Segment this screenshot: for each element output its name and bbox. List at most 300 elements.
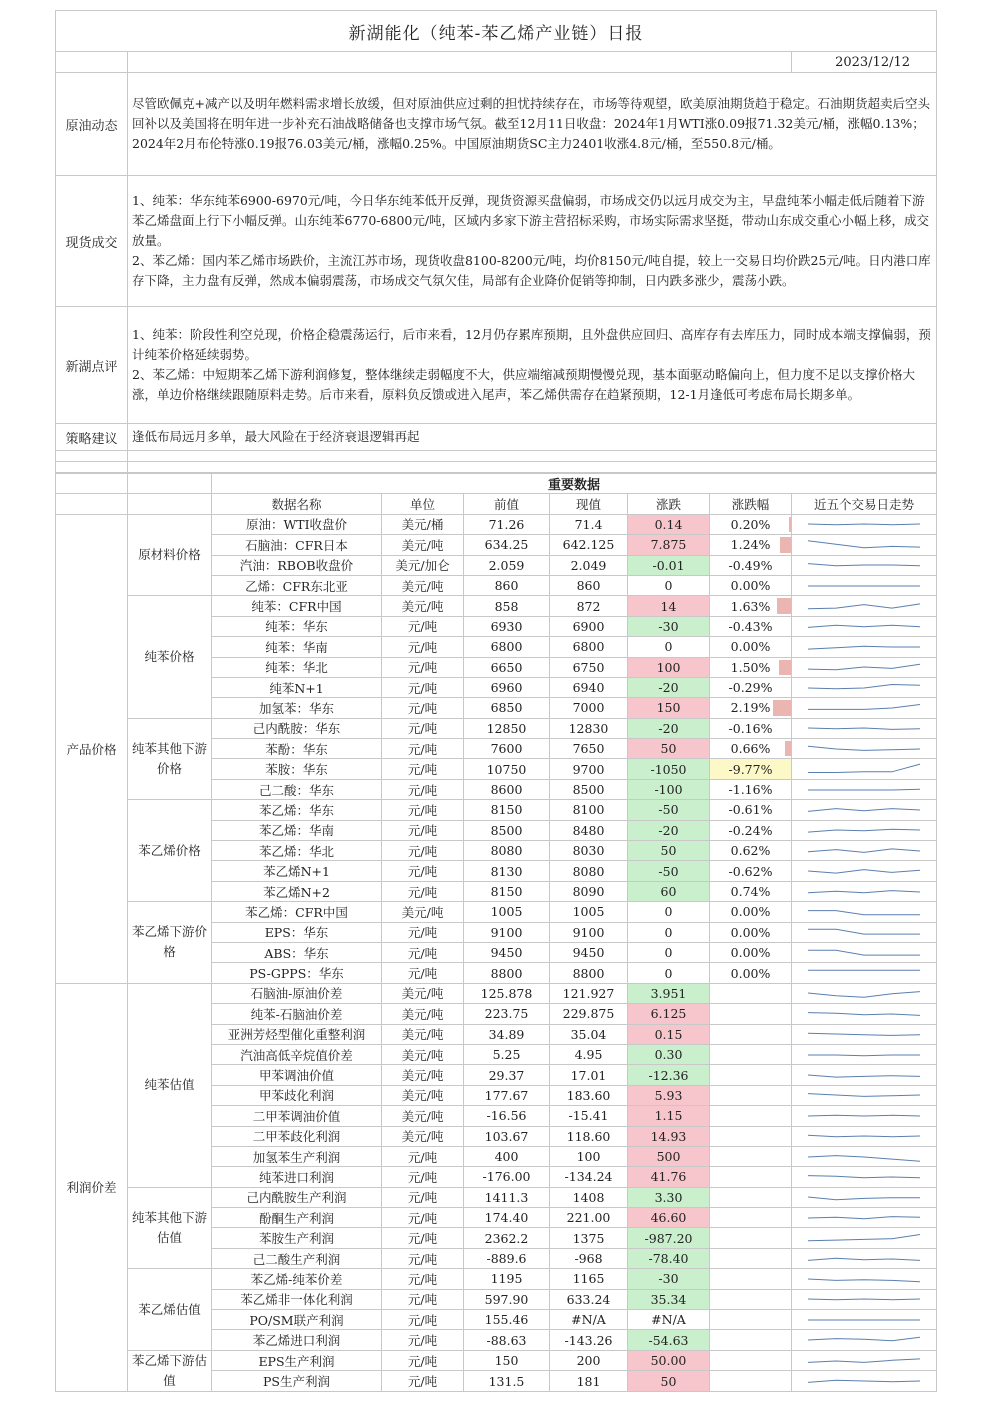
- trend-sparkline: [792, 535, 937, 555]
- report-date: 2023/12/12: [792, 52, 937, 73]
- sparkline-line: [808, 1380, 920, 1382]
- trend-sparkline: [792, 820, 937, 840]
- pct-value: 0.00%: [730, 904, 771, 920]
- sparkline-line: [808, 950, 920, 955]
- cell-unit: 美元/吨: [382, 983, 464, 1003]
- table-row: [56, 596, 937, 616]
- header-prev: 前值: [464, 494, 550, 514]
- trend-sparkline: [792, 596, 937, 616]
- cell-change-pct: [710, 1024, 792, 1044]
- cell-unit: 美元/吨: [382, 902, 464, 922]
- sparkline-chart: [804, 658, 924, 676]
- cell-change-pct: [710, 779, 792, 799]
- cell-prev: 8150: [464, 881, 550, 901]
- cell-prev: 860: [464, 575, 550, 595]
- sparkline-chart: [804, 944, 924, 962]
- sparkline-line: [808, 1299, 920, 1300]
- cell-curr: 6900: [550, 616, 628, 636]
- sparkline-line: [808, 604, 920, 609]
- pct-bar: [777, 598, 791, 613]
- cell-unit: 元/吨: [382, 698, 464, 718]
- cell-curr: 181: [550, 1371, 628, 1392]
- cell-chg: 41.76: [628, 1167, 710, 1187]
- cell-curr: 229.875: [550, 1004, 628, 1024]
- header-curr: 现值: [550, 494, 628, 514]
- spot-text: [128, 176, 937, 307]
- sparkline-line: [808, 524, 920, 525]
- cell-name: 纯苯：华南: [212, 637, 382, 657]
- cell-unit: 美元/加仑: [382, 555, 464, 575]
- trend-sparkline: [792, 1004, 937, 1024]
- sparkline-chart: [804, 1127, 924, 1145]
- cell-chg: 0: [628, 963, 710, 983]
- key-data-header-row: [56, 494, 937, 514]
- table-row: [56, 983, 937, 1003]
- pct-value: -0.49%: [728, 557, 773, 573]
- sparkline-line: [808, 746, 920, 750]
- group-label: 原材料价格: [128, 514, 212, 596]
- cell-curr: -15.41: [550, 1106, 628, 1126]
- cell-change-pct: [710, 677, 792, 697]
- sparkline-line: [808, 704, 920, 709]
- cell-change-pct: [710, 1126, 792, 1146]
- cell-prev: -16.56: [464, 1106, 550, 1126]
- pct-bar: [785, 741, 791, 756]
- sparkline-chart: [804, 1209, 924, 1227]
- sparkline-line: [808, 1358, 920, 1362]
- group-label: 纯苯估值: [128, 983, 212, 1187]
- cell-prev: 400: [464, 1146, 550, 1166]
- cell-curr: 12830: [550, 718, 628, 738]
- cell-chg: 0: [628, 902, 710, 922]
- cell-prev: 150: [464, 1350, 550, 1371]
- trend-sparkline: [792, 1187, 937, 1207]
- cell-chg: 7.875: [628, 535, 710, 555]
- cell-change-pct: [710, 616, 792, 636]
- cell-prev: -889.6: [464, 1248, 550, 1268]
- cell-unit: 美元/吨: [382, 596, 464, 616]
- cell-unit: 元/吨: [382, 677, 464, 697]
- cell-change-pct: [710, 1269, 792, 1289]
- trend-sparkline: [792, 1289, 937, 1309]
- trend-sparkline: [792, 1208, 937, 1228]
- sparkline-line: [808, 626, 920, 628]
- cell-unit: 元/吨: [382, 1269, 464, 1289]
- cell-change-pct: [710, 535, 792, 555]
- trend-sparkline: [792, 1167, 937, 1187]
- cell-prev: 6960: [464, 677, 550, 697]
- trend-sparkline: [792, 1044, 937, 1064]
- cell-change-pct: [710, 1208, 792, 1228]
- sparkline-chart: [804, 1107, 924, 1125]
- sparkline-line: [808, 664, 920, 670]
- sparkline-line: [808, 870, 920, 874]
- cell-unit: 元/吨: [382, 1146, 464, 1166]
- cell-curr: 9100: [550, 922, 628, 942]
- trend-sparkline: [792, 963, 937, 983]
- group-label: 苯乙烯下游价格: [128, 902, 212, 984]
- cell-name: PO/SM联产利润: [212, 1310, 382, 1330]
- cell-name: 苯乙烯进口利润: [212, 1330, 382, 1350]
- cell-name: 苯乙烯：华东: [212, 800, 382, 820]
- pct-value: 0.00%: [730, 924, 771, 940]
- sparkline-chart: [804, 597, 924, 615]
- sparkline-line: [808, 684, 920, 688]
- cell-chg: -50: [628, 861, 710, 881]
- sparkline-line: [808, 1235, 920, 1241]
- sparkline-chart: [804, 1352, 924, 1370]
- trend-sparkline: [792, 942, 937, 962]
- cell-change-pct: [710, 575, 792, 595]
- cell-curr: 6940: [550, 677, 628, 697]
- cell-curr: 633.24: [550, 1289, 628, 1309]
- trend-sparkline: [792, 779, 937, 799]
- sparkline-line: [808, 1155, 920, 1161]
- pct-value: 0.74%: [730, 884, 771, 899]
- cell-unit: 元/吨: [382, 616, 464, 636]
- cell-chg: -50: [628, 800, 710, 820]
- cell-name: 亚洲芳烃型催化重整利润: [212, 1024, 382, 1044]
- sparkline-line: [808, 1197, 920, 1200]
- cell-unit: 元/吨: [382, 1350, 464, 1371]
- table-row: [56, 514, 937, 534]
- cell-name: 二甲苯歧化利润: [212, 1126, 382, 1146]
- pct-value: 0.66%: [730, 741, 771, 757]
- cell-chg: -1050: [628, 759, 710, 779]
- trend-sparkline: [792, 1085, 937, 1105]
- cell-unit: 元/吨: [382, 1289, 464, 1309]
- trend-sparkline: [792, 1228, 937, 1248]
- trend-sparkline: [792, 698, 937, 718]
- pct-value: -0.24%: [728, 822, 773, 838]
- sparkline-line: [808, 1012, 920, 1015]
- cell-chg: 14.93: [628, 1126, 710, 1146]
- sparkline-chart: [804, 617, 924, 635]
- spot-paragraph-styrene: 2、苯乙烯：国内苯乙烯市场跌价，主流江苏市场，现货收盘8100-8200元/吨，均价8150元/吨自提，较上一交易日均价跌25元/吨。日内港口库存下降，主力盘有反弹，然成本偏弱震荡，市场成交气氛欠佳，局部有企业降价促销等抑制，日内跌多涨少，震荡小跌。: [132, 253, 931, 288]
- cell-curr: 8030: [550, 841, 628, 861]
- cell-unit: 元/吨: [382, 637, 464, 657]
- cell-unit: 元/吨: [382, 841, 464, 861]
- sparkline-line: [808, 1258, 920, 1260]
- sparkline-chart: [804, 699, 924, 717]
- sparkline-line: [808, 789, 920, 790]
- sparkline-chart: [804, 679, 924, 697]
- cell-chg: 0: [628, 942, 710, 962]
- report-header-table: [55, 10, 937, 473]
- cell-unit: 美元/吨: [382, 575, 464, 595]
- cell-change-pct: [710, 841, 792, 861]
- sparkline-line: [808, 728, 920, 729]
- cell-name: 苯乙烯N+1: [212, 861, 382, 881]
- cell-name: 纯苯-石脑油价差: [212, 1004, 382, 1024]
- trend-sparkline: [792, 1065, 937, 1085]
- cell-unit: 元/吨: [382, 1187, 464, 1207]
- table-row: [56, 1187, 937, 1207]
- cell-unit: 美元/吨: [382, 535, 464, 555]
- trend-sparkline: [792, 514, 937, 534]
- cell-chg: -30: [628, 1269, 710, 1289]
- cell-change-pct: [710, 1085, 792, 1105]
- cell-chg: 0.15: [628, 1024, 710, 1044]
- cell-name: 苯胺：华东: [212, 759, 382, 779]
- sparkline-chart: [804, 556, 924, 574]
- cell-chg: 60: [628, 881, 710, 901]
- cell-prev: -176.00: [464, 1167, 550, 1187]
- cell-curr: 872: [550, 596, 628, 616]
- cell-prev: 597.90: [464, 1289, 550, 1309]
- sparkline-chart: [804, 1311, 924, 1329]
- sparkline-chart: [804, 1025, 924, 1043]
- sparkline-line: [808, 1094, 920, 1097]
- sparkline-line: [808, 564, 920, 566]
- cell-name: 苯乙烯：华南: [212, 820, 382, 840]
- cell-change-pct: [710, 1146, 792, 1166]
- cell-change-pct: [710, 1187, 792, 1207]
- cell-curr: 8080: [550, 861, 628, 881]
- cell-name: EPS生产利润: [212, 1350, 382, 1371]
- cell-chg: -30: [628, 616, 710, 636]
- cell-change-pct: [710, 1330, 792, 1350]
- cell-prev: 9450: [464, 942, 550, 962]
- pct-value: -0.16%: [728, 720, 773, 736]
- cell-curr: 8480: [550, 820, 628, 840]
- cell-name: 苯乙烯：华北: [212, 841, 382, 861]
- group-label: 纯苯其他下游估值: [128, 1187, 212, 1269]
- sparkline-line: [808, 929, 920, 934]
- cell-unit: 元/吨: [382, 800, 464, 820]
- cell-unit: 美元/吨: [382, 1065, 464, 1085]
- cell-name: 苯胺生产利润: [212, 1228, 382, 1248]
- cell-name: ABS：华东: [212, 942, 382, 962]
- cell-curr: -143.26: [550, 1330, 628, 1350]
- cell-change-pct: [710, 657, 792, 677]
- cell-curr: 8800: [550, 963, 628, 983]
- pct-value: -1.16%: [728, 782, 773, 798]
- cell-name: 原油：WTI收盘价: [212, 514, 382, 534]
- pct-bar: [780, 537, 791, 552]
- cell-unit: 美元/吨: [382, 1024, 464, 1044]
- cell-name: 己内酰胺：华东: [212, 718, 382, 738]
- cell-chg: 50.00: [628, 1350, 710, 1371]
- cell-chg: -12.36: [628, 1065, 710, 1085]
- cell-unit: 元/吨: [382, 881, 464, 901]
- cell-curr: 2.049: [550, 555, 628, 575]
- cell-prev: 6800: [464, 637, 550, 657]
- cell-change-pct: [710, 555, 792, 575]
- cell-unit: 美元/吨: [382, 1044, 464, 1064]
- group-label: 苯乙烯价格: [128, 800, 212, 902]
- pct-value: 0.00%: [730, 965, 771, 981]
- sparkline-chart: [804, 781, 924, 799]
- cell-change-pct: [710, 942, 792, 962]
- trend-sparkline: [792, 841, 937, 861]
- table-row: [56, 718, 937, 738]
- sparkline-line: [808, 809, 920, 812]
- crude-label: 原油动态: [56, 73, 128, 176]
- cell-prev: 8500: [464, 820, 550, 840]
- cell-prev: 2362.2: [464, 1228, 550, 1248]
- cell-name: 乙烯：CFR东北亚: [212, 575, 382, 595]
- report-title: 新湖能化（纯苯-苯乙烯产业链）日报: [56, 11, 937, 52]
- cell-curr: 118.60: [550, 1126, 628, 1146]
- cell-unit: 元/吨: [382, 1228, 464, 1248]
- cell-prev: 6650: [464, 657, 550, 677]
- cell-chg: 0: [628, 575, 710, 595]
- comment-paragraph-styrene: 2、苯乙烯：中短期苯乙烯下游利润修复，整体继续走弱幅度不大，供应端缩减预期慢慢兑现，基本面驱动略偏向上，但力度不足以支撑价格大涨，单边价格继续跟随原料走势。后市来看，原料负反馈或进入尾声，苯乙烯供需存在趋紧预期，12-1月逢低可考虑布局长期多单。: [132, 367, 915, 402]
- cell-change-pct: [710, 1248, 792, 1268]
- cell-prev: 174.40: [464, 1208, 550, 1228]
- cell-prev: 71.26: [464, 514, 550, 534]
- cell-curr: 7000: [550, 698, 628, 718]
- cell-change-pct: [710, 800, 792, 820]
- sparkline-line: [808, 1176, 920, 1178]
- cell-curr: 860: [550, 575, 628, 595]
- sparkline-chart: [804, 1046, 924, 1064]
- header-unit: 单位: [382, 494, 464, 514]
- cell-prev: 177.67: [464, 1085, 550, 1105]
- cell-prev: 155.46: [464, 1310, 550, 1330]
- cell-unit: 元/吨: [382, 1330, 464, 1350]
- cell-curr: 9700: [550, 759, 628, 779]
- sparkline-line: [808, 1075, 920, 1077]
- cell-chg: 14: [628, 596, 710, 616]
- cell-prev: 7600: [464, 739, 550, 759]
- cell-curr: 1375: [550, 1228, 628, 1248]
- pct-value: 0.00%: [730, 639, 771, 655]
- cell-unit: 元/吨: [382, 963, 464, 983]
- cell-prev: 8600: [464, 779, 550, 799]
- cell-chg: 500: [628, 1146, 710, 1166]
- sparkline-line: [808, 1279, 920, 1282]
- cell-prev: -88.63: [464, 1330, 550, 1350]
- sparkline-chart: [804, 719, 924, 737]
- group-label: 苯乙烯估值: [128, 1269, 212, 1351]
- sparkline-chart: [804, 862, 924, 880]
- cell-chg: 46.60: [628, 1208, 710, 1228]
- sparkline-line: [808, 1135, 920, 1136]
- key-data-title: 重要数据: [212, 474, 937, 494]
- cell-name: 苯乙烯N+2: [212, 881, 382, 901]
- cell-chg: 35.34: [628, 1289, 710, 1309]
- cell-prev: 9100: [464, 922, 550, 942]
- cell-prev: 858: [464, 596, 550, 616]
- sparkline-chart: [804, 760, 924, 778]
- pct-value: 0.62%: [730, 843, 771, 859]
- trend-sparkline: [792, 575, 937, 595]
- cell-name: 苯乙烯非一体化利润: [212, 1289, 382, 1309]
- cell-chg: -987.20: [628, 1228, 710, 1248]
- sparkline-chart: [804, 984, 924, 1002]
- sparkline-line: [808, 830, 920, 833]
- cell-unit: 元/吨: [382, 1371, 464, 1392]
- cell-prev: 2.059: [464, 555, 550, 575]
- cell-unit: 元/吨: [382, 718, 464, 738]
- cell-curr: 6750: [550, 657, 628, 677]
- cell-chg: -78.40: [628, 1248, 710, 1268]
- cell-curr: -134.24: [550, 1167, 628, 1187]
- cell-name: 酚酮生产利润: [212, 1208, 382, 1228]
- trend-sparkline: [792, 1350, 937, 1371]
- sparkline-chart: [804, 821, 924, 839]
- cell-curr: 35.04: [550, 1024, 628, 1044]
- cell-curr: 8100: [550, 800, 628, 820]
- cell-name: 苯乙烯-纯苯价差: [212, 1269, 382, 1289]
- cell-change-pct: [710, 1350, 792, 1371]
- cell-unit: 元/吨: [382, 759, 464, 779]
- cell-change-pct: [710, 759, 792, 779]
- trend-sparkline: [792, 759, 937, 779]
- cell-curr: 642.125: [550, 535, 628, 555]
- table-row: [56, 1269, 937, 1289]
- sparkline-chart: [804, 883, 924, 901]
- pct-value: -0.61%: [728, 802, 773, 818]
- section-label-product: 产品价格: [56, 514, 128, 983]
- cell-curr: -968: [550, 1248, 628, 1268]
- cell-change-pct: [710, 983, 792, 1003]
- pct-bar: [773, 700, 791, 715]
- cell-name: 纯苯：CFR中国: [212, 596, 382, 616]
- cell-chg: 1.15: [628, 1106, 710, 1126]
- cell-curr: 17.01: [550, 1065, 628, 1085]
- cell-unit: 美元/吨: [382, 1106, 464, 1126]
- pct-value: -0.29%: [728, 680, 773, 696]
- sparkline-line: [808, 541, 920, 548]
- cell-name: 加氢苯：华东: [212, 698, 382, 718]
- cell-name: 石脑油-原油价差: [212, 983, 382, 1003]
- cell-chg: #N/A: [628, 1310, 710, 1330]
- pct-value: 0.00%: [730, 945, 771, 961]
- cell-change-pct: [710, 718, 792, 738]
- cell-name: 甲苯调油价值: [212, 1065, 382, 1085]
- cell-curr: 1005: [550, 902, 628, 922]
- trend-sparkline: [792, 861, 937, 881]
- table-row: [56, 800, 937, 820]
- cell-prev: 223.75: [464, 1004, 550, 1024]
- cell-unit: 元/吨: [382, 922, 464, 942]
- cell-curr: 4.95: [550, 1044, 628, 1064]
- cell-prev: 125.878: [464, 983, 550, 1003]
- sparkline-chart: [804, 515, 924, 533]
- section-label-profit: 利润价差: [56, 983, 128, 1391]
- cell-prev: 8130: [464, 861, 550, 881]
- cell-chg: 50: [628, 739, 710, 759]
- group-label: 纯苯其他下游价格: [128, 718, 212, 800]
- cell-chg: 6.125: [628, 1004, 710, 1024]
- cell-chg: 3.30: [628, 1187, 710, 1207]
- cell-name: 二甲苯调油价值: [212, 1106, 382, 1126]
- pct-bar: [789, 517, 791, 532]
- cell-prev: 29.37: [464, 1065, 550, 1085]
- sparkline-chart: [804, 1168, 924, 1186]
- cell-change-pct: [710, 739, 792, 759]
- cell-prev: 8800: [464, 963, 550, 983]
- sparkline-chart: [804, 1270, 924, 1288]
- cell-name: 汽油：RBOB收盘价: [212, 555, 382, 575]
- cell-change-pct: [710, 698, 792, 718]
- cell-curr: 221.00: [550, 1208, 628, 1228]
- spot-paragraph-benzene: 1、纯苯：华东纯苯6900-6970元/吨，今日华东纯苯低开反弹，现货资源买盘偏弱，市场成交仍以远月成交为主，早盘纯苯小幅走低后随着下游苯乙烯盘面上行下小幅反弹。山东纯苯6770-6800元/吨，区域内多家下游主营招标采购，市场实际需求坚挺，带动山东成交重心小幅上移，成交放量。: [132, 193, 930, 248]
- cell-change-pct: [710, 902, 792, 922]
- group-label: 苯乙烯下游估值: [128, 1350, 212, 1391]
- cell-name: 己内酰胺生产利润: [212, 1187, 382, 1207]
- trend-sparkline: [792, 637, 937, 657]
- cell-chg: 50: [628, 841, 710, 861]
- cell-name: 己二酸：华东: [212, 779, 382, 799]
- trend-sparkline: [792, 677, 937, 697]
- cell-name: 石脑油：CFR日本: [212, 535, 382, 555]
- cell-name: 纯苯N+1: [212, 677, 382, 697]
- sparkline-chart: [804, 923, 924, 941]
